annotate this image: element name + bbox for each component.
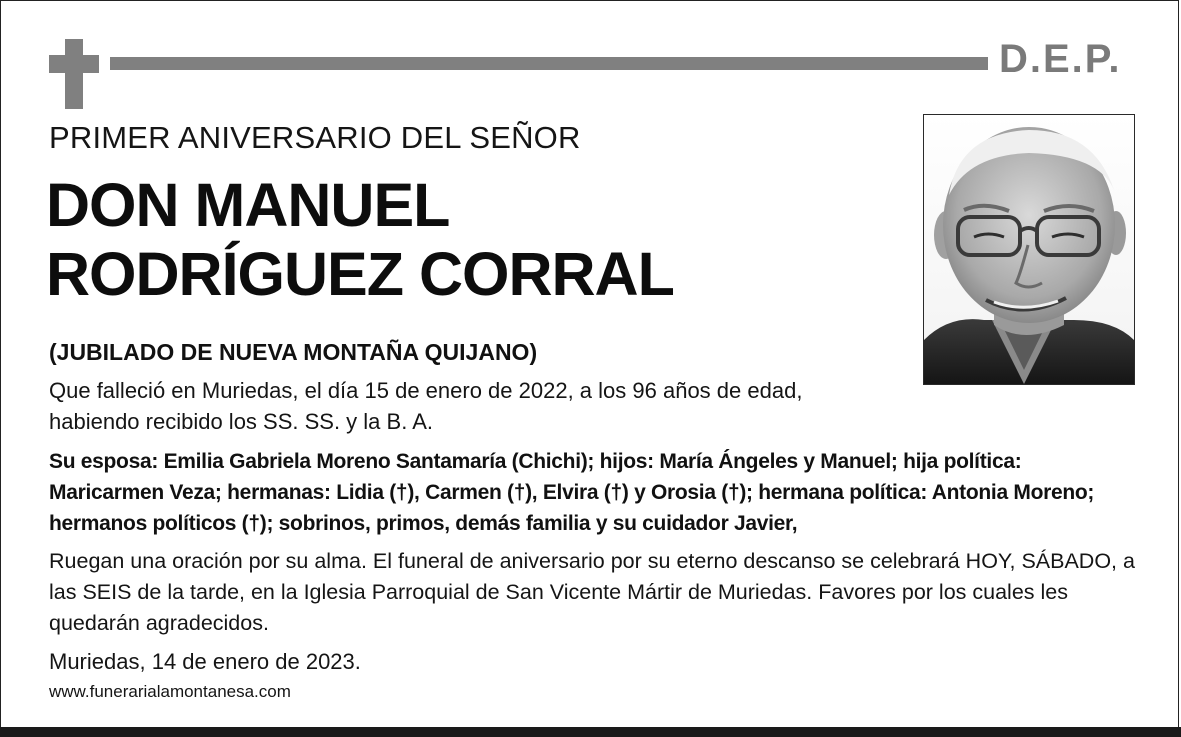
deceased-name-line-2: RODRÍGUEZ CORRAL: [46, 240, 674, 308]
portrait-photo: [923, 114, 1135, 385]
funeral-announcement: Ruegan una oración por su alma. El funeral de aniversario por su eterno descanso se celebrará HOY, SÁBADO, a las SEIS de la tarde, en la Iglesia Parroquial de San Vicente Mártir de Muriedas. Favores por los cuales les quedarán agradecidos.: [49, 549, 1135, 635]
portrait-illustration: [924, 115, 1134, 384]
family-list: Su esposa: Emilia Gabriela Moreno Santamaría (Chichi); hijos: María Ángeles y Manuel; hija política: Maricarmen Veza; hermanas: Lidia (†), Carmen (†), Elvira (†) y Orosia (†); hermana política: Antonia Moreno; hermanos políticos (†); sobrinos, primos, demás familia y su cuidador Javier,: [49, 450, 1095, 535]
deceased-name: [46, 171, 674, 309]
footer-rule: [0, 727, 1181, 737]
death-notice: Que falleció en Muriedas, el día 15 de enero de 2022, a los 96 años de edad, habiendo recibido los SS. SS. y la B. A.: [49, 378, 803, 434]
deceased-name-line-1: DON MANUEL: [46, 171, 450, 239]
anniversary-intro: PRIMER ANIVERSARIO DEL SEÑOR: [49, 120, 581, 155]
occupation-subtitle: (JUBILADO DE NUEVA MONTAÑA QUIJANO): [49, 339, 538, 365]
website-url: www.funerarialamontanesa.com: [49, 682, 291, 701]
header-rule: [110, 57, 988, 70]
place-date: Muriedas, 14 de enero de 2023.: [49, 649, 361, 674]
dep-label: D.E.P.: [999, 37, 1122, 81]
